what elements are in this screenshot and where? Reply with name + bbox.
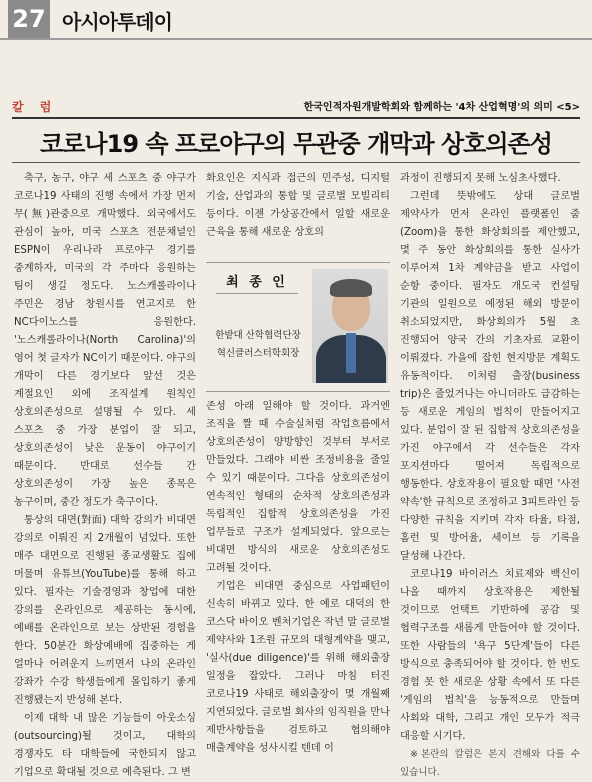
- author-name-rule: [216, 293, 298, 294]
- author-title: [210, 327, 306, 363]
- article-column-1: [14, 170, 196, 782]
- author-box: [206, 262, 390, 392]
- headline-top-rule: [12, 117, 580, 119]
- newspaper-header: [0, 0, 592, 38]
- headline-bottom-rule: [12, 162, 580, 163]
- section-label: 칼 럼: [12, 100, 58, 114]
- paragraph: 축구, 농구, 야구 세 스포츠 중 야구가 코로나19 사태의 진행 속에서 가장 먼저 무(無)관중으로 개막했다. 외국에서도 관심이 높아, 미국 스포츠 전문채널인 ESPN이 우리나라 프로야구 경기를 중계하자, 미국의 각 주마다 응원하는 팀이 생길 정도다. 노스캐롤라이나 주민은 경남 창원시를 연고지로 한 NC다이노스를 응원한다. '노스캐롤라이나(North Carolina)'의 영어 첫 글자가 NC이기 때문이다. 야구의 개막이 다른 경기보다 앞선 것은 계절요인 외에 조직설계 원칙인 상호의존성으로 설명될 수 있다. 세 스포츠 중 가장 분업이 잘 되고, 상호의존성이 낮은 운동이 야구이기 때문이다. 반대로 선수들 간 상호의존성이 가장 높은 종목은 농구이며, 중간 정도가 축구이다.: [14, 173, 196, 508]
- article-column-2-top: [206, 170, 390, 242]
- author-title-line: 한밭대 산학협력단장: [215, 330, 301, 341]
- headline: 코로나19 속 프로야구의 무관중 개막과 상호의존성: [40, 130, 552, 158]
- author-name: 최 종 인: [226, 275, 288, 290]
- paragraph: 과정이 진행되지 못해 노심초사했다.: [400, 173, 561, 184]
- paragraph: 화요인은 지식과 접근의 민주성, 디지털 기술, 산업과의 통합 및 글로벌 모빌리티 등이다. 이젠 가상공간에서 일할 새로운 근육을 통해 새로운 상호의: [206, 173, 390, 238]
- disclaimer-note: ※본란의 칼럼은 본지 견해와 다를 수 있습니다.: [400, 749, 580, 778]
- author-title-line: 혁신클러스터학회장: [216, 348, 300, 359]
- article-column-3: [400, 170, 580, 782]
- paragraph: 그런데 뜻밖에도 상대 글로벌 제약사가 먼저 온라인 플랫폼인 줌(Zoom)을 통한 화상회의를 제안했고, 몇 주 동안 화상회의를 통한 실사가 이루어져 1차 계약금을 받고 사업이 순항 중이다. 필자도 개도국 컨설팅 기관의 일원으로 예정된 해외 방문이 취소되었지만, 화상회의가 5월 초 진행되어 양국 간의 기초자료 교환이 이뤄졌다. 가을에 잡힌 현지방문 계획도 유동적이다. 이처럼 출장(business trip)은 줄었거나는 아니더라도 급감하는 등 새로운 게임의 법칙이 만들어지고 있다. 분업이 잘 된 집합적 상호의존성을 가진 야구에서 각 선수들은 각자 포지션마다 떨어져 독립적으로 행동한다. 상호작용이 필요할 때면 '사전 약속'한 규칙으로 조정하고 3피트라인 등 다양한 규칙을 지키며 각자 타율, 타점, 홈런 및 방어율, 세이브 등 기록을 달성해 나간다.: [400, 191, 580, 562]
- newspaper-logo: 아시아투데이: [62, 10, 172, 34]
- author-photo: [312, 269, 388, 383]
- article-column-2-bottom: [206, 398, 390, 758]
- paragraph: 코로나19 바이러스 치료제와 백신이 나올 때까지 상호작용은 제한될 것이므로 언택트 기반하에 공감 및 협력구조를 새롭게 만들어야 할 것이다. 또한 사람들의 '욕구 5단계'들이 다른 방식으로 충족되어야 할 것이다. 한 번도 경험 못 한 새로운 상황 속에서 또 다른 '게임의 법칙'을 능동적으로 만들며 사회와 대학, 그리고 개인 모두가 적극 대응할 시기다.: [400, 569, 580, 742]
- series-title: 한국인적자원개발학회와 함께하는 '4차 산업혁명'의 의미 <5>: [303, 102, 580, 113]
- paragraph: 기업은 비대면 중심으로 사업패턴이 신속히 바뀌고 있다. 한 예로 대덕의 한 코스닥 바이오 벤처기업은 작년 말 글로벌 제약사와 1조원 규모의 대형계약을 맺고, '실사(due diligence)'를 위해 해외출장 일정을 잡았다. 그러나 마침 터진 코로나19 사태로 해외출장이 몇 개월째 지연되었다. 글로벌 회사의 임직원을 만나 제반사항들을 검토하고 협의해야 매출계약을 성사시킬 텐데 이: [206, 581, 390, 754]
- paragraph: 통상의 대면(對面) 대학 강의가 비대면 강의로 이뤄진 지 2개월이 넘었다. 또한 매주 대면으로 진행된 종교생활도 집에 머물며 유튜브(YouTube)를 통해 하고 있다. 필자는 기술경영과 창업에 대한 강의를 온라인으로 제공하는 동시에, 예배를 온라인으로 보는 상반된 경험을 한다. 50분간 화상예배에 집중하는 게 얼마나 어려운지 느끼면서 나의 온라인 강좌가 수강 학생들에게 몰입하기 좋게 진행됐는지 반성해 본다.: [14, 515, 196, 706]
- header-divider: [0, 38, 592, 40]
- paragraph: 이제 대학 내 많은 기능들이 아웃소싱(outsourcing)될 것이고, 대학의 경쟁자도 타 대학들에 국한되지 않고 기업으로 확대될 것으로 예측된다. 그 변: [14, 713, 196, 778]
- photo-hair-shape: [330, 279, 372, 297]
- photo-tie-shape: [346, 333, 356, 373]
- page-number: 27: [8, 0, 50, 38]
- paragraph: 존성 아래 일해야 할 것이다. 과거엔 조직을 짤 때 수술실처럼 작업흐름에서 상호의존성이 양방향인 것부터 부서로 만들었다. 그래야 비싼 조정비용을 줄일 수 있기 때문이다. 그다음 상호의존성이 연속적인 형태의 순차적 상호의존성과 독립적인 집합적 상호의존성을 가진 업무들로 구조가 설계되었다. 앞으로는 비대면 방식의 새로운 상호의존성도 고려될 것이다.: [206, 401, 390, 574]
